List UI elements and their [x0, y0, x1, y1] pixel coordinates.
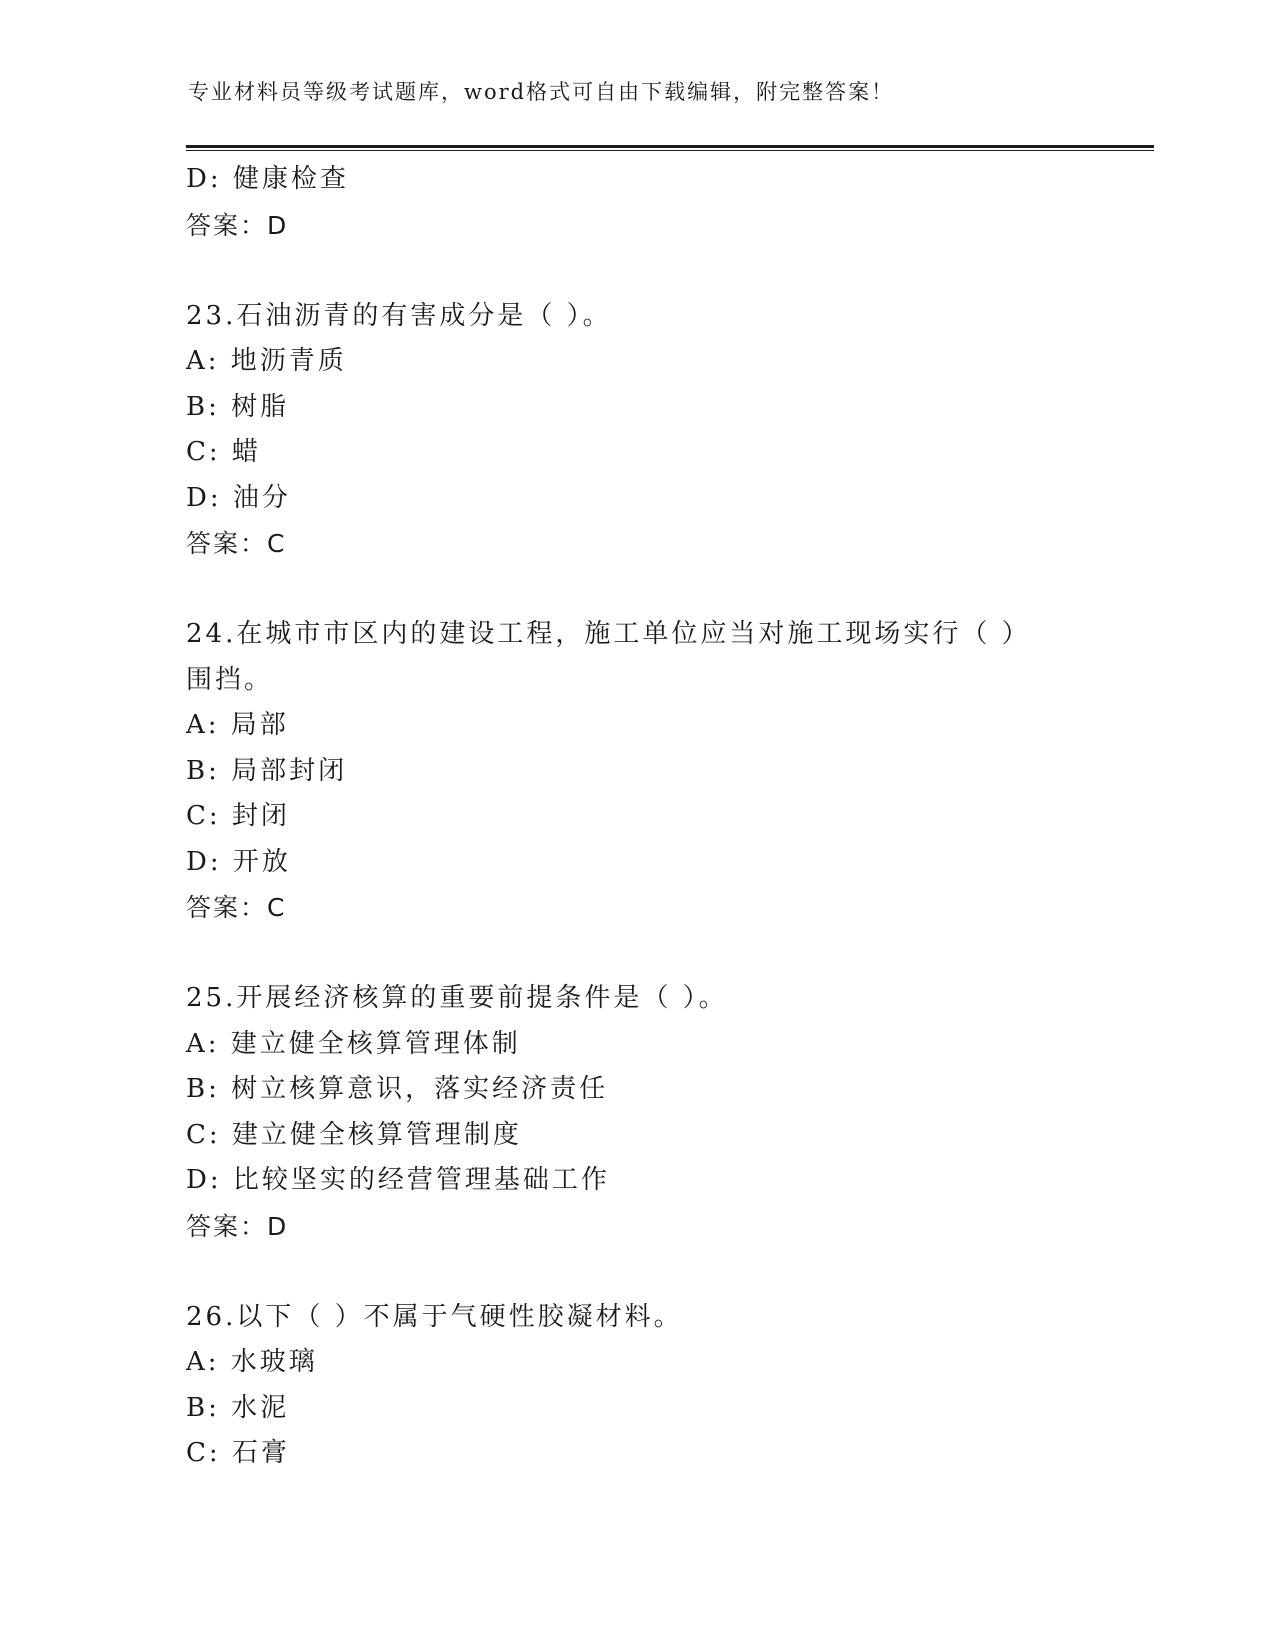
spacer: [186, 931, 1086, 977]
option-a: A: 建立健全核算管理体制: [186, 1028, 521, 1059]
option-d: D: 油分: [186, 482, 291, 513]
question-stem: 25.开展经济核算的重要前提条件是（ ）。: [186, 983, 728, 1013]
header-divider-thick: [186, 145, 1154, 148]
option-a: A: 局部: [186, 710, 289, 740]
option-c: C: 建立健全核算管理制度: [186, 1119, 522, 1150]
question-stem: 26.以下（ ）不属于气硬性胶凝材料。: [186, 1301, 683, 1332]
header-divider: [186, 145, 1154, 152]
option-d: D: 开放: [186, 846, 291, 877]
question-24: [186, 612, 1086, 931]
spacer: [186, 567, 1086, 613]
spacer: [186, 248, 1086, 294]
option-b: B: 树脂: [186, 391, 290, 422]
question-stem: 23.石油沥青的有害成分是（ ）。: [186, 300, 612, 331]
option-d: D: 比较坚实的经营管理基础工作: [186, 1165, 610, 1195]
option-b: B: 水泥: [186, 1392, 290, 1423]
spacer: [186, 1249, 1086, 1295]
answer-line: 答案：C: [186, 529, 287, 558]
answer-line: 答案：D: [186, 210, 289, 240]
answer-line: 答案：C: [186, 893, 287, 922]
page-header: 专业材料员等级考试题库，word格式可自由下载编辑，附完整答案！: [188, 80, 895, 104]
question-content: [186, 157, 1086, 1477]
answer-line: 答案：D: [186, 1211, 289, 1241]
option-b: B: 局部封闭: [186, 755, 348, 786]
option-d: D: 健康检查: [186, 164, 349, 194]
option-b: B: 树立核算意识，落实经济责任: [186, 1074, 609, 1104]
question-26: [186, 1295, 1086, 1477]
option-c: C: 封闭: [186, 801, 290, 831]
option-a: A: 水玻璃: [186, 1347, 318, 1377]
option-c: C: 蜡: [186, 437, 261, 467]
question-22-fragment: [186, 157, 1086, 248]
option-a: A: 地沥青质: [186, 346, 347, 376]
option-c: C: 石膏: [186, 1438, 290, 1468]
question-25: [186, 976, 1086, 1249]
question-23: [186, 294, 1086, 567]
question-stem: 24.在城市市区内的建设工程，施工单位应当对施工现场实行（ ）围挡。: [186, 619, 1031, 695]
header-divider-thin: [186, 150, 1154, 151]
